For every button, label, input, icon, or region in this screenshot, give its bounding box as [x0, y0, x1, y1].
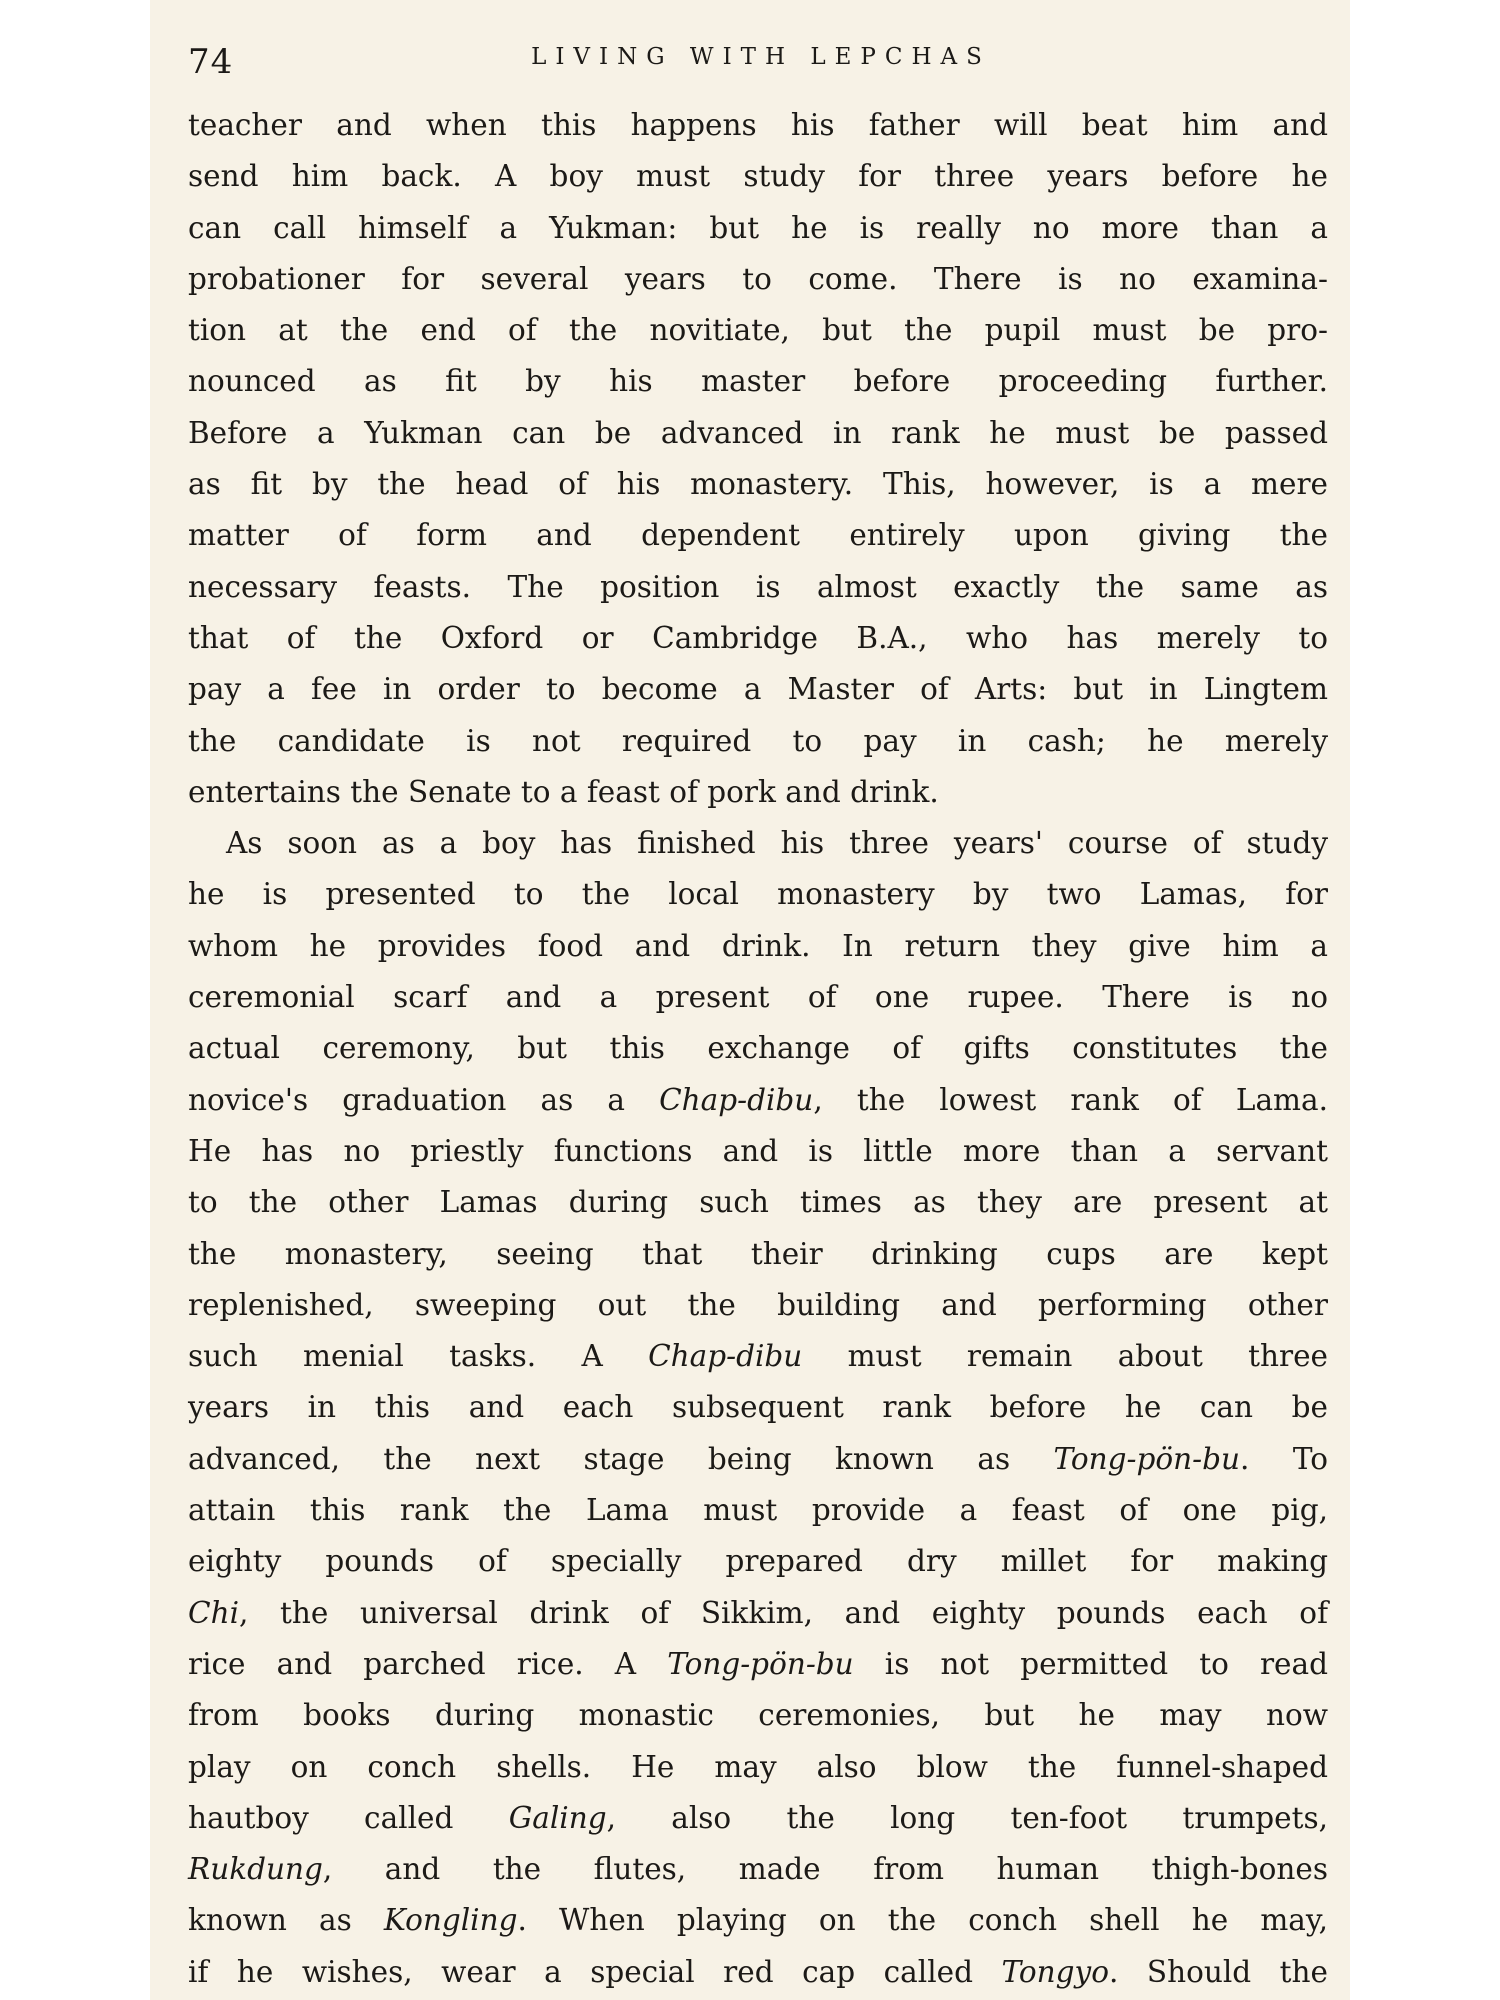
text-segment: . To	[1240, 1441, 1328, 1476]
text-line	[188, 562, 1328, 613]
text-line	[188, 1895, 1328, 1946]
text-segment: novice's graduation as a	[188, 1082, 660, 1117]
text-segment: Before a Yukman can be advanced in rank he must be passed	[188, 415, 1328, 450]
text-segment: rice and parched rice. A	[188, 1646, 668, 1681]
text-segment: such menial tasks. A	[188, 1339, 649, 1374]
text-line	[188, 1690, 1328, 1741]
text-line	[188, 1536, 1328, 1587]
text-line	[188, 1229, 1328, 1280]
text-line	[188, 459, 1328, 510]
text-segment: play on conch shells. He may also blow the funnel-shaped	[188, 1749, 1328, 1784]
text-line	[188, 1382, 1328, 1433]
italic-term: Tong-pön-bu	[667, 1646, 854, 1681]
text-line	[188, 613, 1328, 664]
text-line	[188, 1075, 1328, 1126]
text-segment: pay a fee in order to become a Master of Arts: but in Lingtem	[188, 672, 1328, 707]
text-segment: whom he provides food and drink. In return they give him a	[188, 928, 1328, 963]
text-line	[188, 203, 1328, 254]
body-text	[188, 100, 1328, 1998]
text-line	[188, 1126, 1328, 1177]
page-number: 74	[188, 42, 234, 82]
text-segment: actual ceremony, but this exchange of gifts constitutes the	[188, 1031, 1328, 1066]
italic-term: Galing	[508, 1800, 607, 1835]
text-line	[188, 1588, 1328, 1639]
text-line	[188, 1280, 1328, 1331]
text-line	[188, 100, 1328, 151]
text-segment: as fit by the head of his monastery. This, however, is a mere	[188, 467, 1328, 502]
italic-term: Tong-pön-bu	[1053, 1441, 1241, 1476]
text-line	[188, 869, 1328, 920]
text-segment: tion at the end of the novitiate, but the pupil must be pro-	[188, 313, 1328, 348]
text-line	[188, 1742, 1328, 1793]
text-segment: the monastery, seeing that their drinking cups are kept	[188, 1236, 1328, 1271]
text-line	[188, 1023, 1328, 1074]
text-line	[188, 1639, 1328, 1690]
text-segment: ceremonial scarf and a present of one rupee. There is no	[188, 980, 1328, 1015]
text-segment: if he wishes, wear a special red cap called	[188, 1954, 1002, 1989]
text-line	[188, 1947, 1328, 1998]
text-line	[188, 408, 1328, 459]
text-segment: He has no priestly functions and is little more than a servant	[188, 1133, 1328, 1168]
text-segment: As soon as a boy has finished his three years' course of study	[226, 826, 1328, 861]
italic-term: Chap-dibu	[659, 1082, 814, 1117]
text-segment: must remain about three	[802, 1339, 1328, 1374]
text-segment: nounced as fit by his master before proceeding further.	[188, 364, 1328, 399]
text-segment: that of the Oxford or Cambridge B.A., who has merely to	[188, 620, 1328, 655]
text-segment: attain this rank the Lama must provide a feast of one pig,	[188, 1493, 1328, 1528]
italic-term: Rukdung	[188, 1852, 323, 1887]
text-segment: the candidate is not required to pay in cash; he merely	[188, 723, 1328, 758]
text-line	[188, 305, 1328, 356]
text-line	[188, 1177, 1328, 1228]
text-segment: replenished, sweeping out the building and performing other	[188, 1287, 1328, 1322]
text-segment: teacher and when this happens his father will beat him and	[188, 108, 1328, 142]
text-segment: years in this and each subsequent rank before he can be	[188, 1390, 1328, 1425]
page-header	[188, 38, 1334, 98]
text-line	[188, 151, 1328, 202]
text-segment: . When playing on the conch shell he may,	[517, 1903, 1328, 1938]
text-segment: can call himself a Yukman: but he is really no more than a	[188, 210, 1328, 245]
running-head: LIVING WITH LEPCHAS	[531, 44, 991, 70]
text-segment: , and the flutes, made from human thigh-bones	[322, 1852, 1328, 1887]
text-segment: send him back. A boy must study for three years before he	[188, 159, 1328, 194]
italic-term: Kongling	[383, 1903, 518, 1938]
text-segment: matter of form and dependent entirely upon giving the	[188, 518, 1328, 553]
text-line	[188, 254, 1328, 305]
text-line	[188, 356, 1328, 407]
text-segment: advanced, the next stage being known as	[188, 1441, 1054, 1476]
text-line	[188, 1485, 1328, 1536]
text-line	[188, 1793, 1328, 1844]
text-line	[188, 818, 1328, 869]
text-segment: hautboy called	[188, 1800, 509, 1835]
italic-term: Chap-dibu	[648, 1339, 803, 1374]
text-segment: . Should the	[1108, 1954, 1328, 1989]
text-segment: eighty pounds of specially prepared dry millet for making	[188, 1544, 1328, 1579]
text-line	[188, 1331, 1328, 1382]
text-line	[188, 972, 1328, 1023]
text-line	[188, 921, 1328, 972]
text-segment: known as	[188, 1903, 384, 1938]
text-line	[188, 1844, 1328, 1895]
italic-term: Chi	[188, 1595, 240, 1630]
italic-term: Tongyo	[1001, 1954, 1109, 1989]
text-segment: entertains the Senate to a feast of pork and drink.	[188, 774, 939, 809]
text-line	[188, 1434, 1328, 1485]
text-segment: , also the long ten-foot trumpets,	[606, 1800, 1329, 1835]
text-segment: from books during monastic ceremonies, but he may now	[188, 1698, 1328, 1733]
text-segment: , the universal drink of Sikkim, and eighty pounds each of	[239, 1595, 1328, 1630]
text-segment: he is presented to the local monastery by two Lamas, for	[188, 877, 1328, 912]
text-segment: is not permitted to read	[853, 1646, 1328, 1681]
text-line	[188, 510, 1328, 561]
text-segment: probationer for several years to come. There is no examina-	[188, 261, 1328, 296]
text-line	[188, 716, 1328, 767]
text-line	[188, 767, 1328, 818]
text-segment: , the lowest rank of Lama.	[813, 1082, 1328, 1117]
text-line	[188, 664, 1328, 715]
text-segment: to the other Lamas during such times as they are present at	[188, 1185, 1328, 1220]
text-segment: necessary feasts. The position is almost exactly the same as	[188, 569, 1328, 604]
book-page	[150, 0, 1350, 2000]
